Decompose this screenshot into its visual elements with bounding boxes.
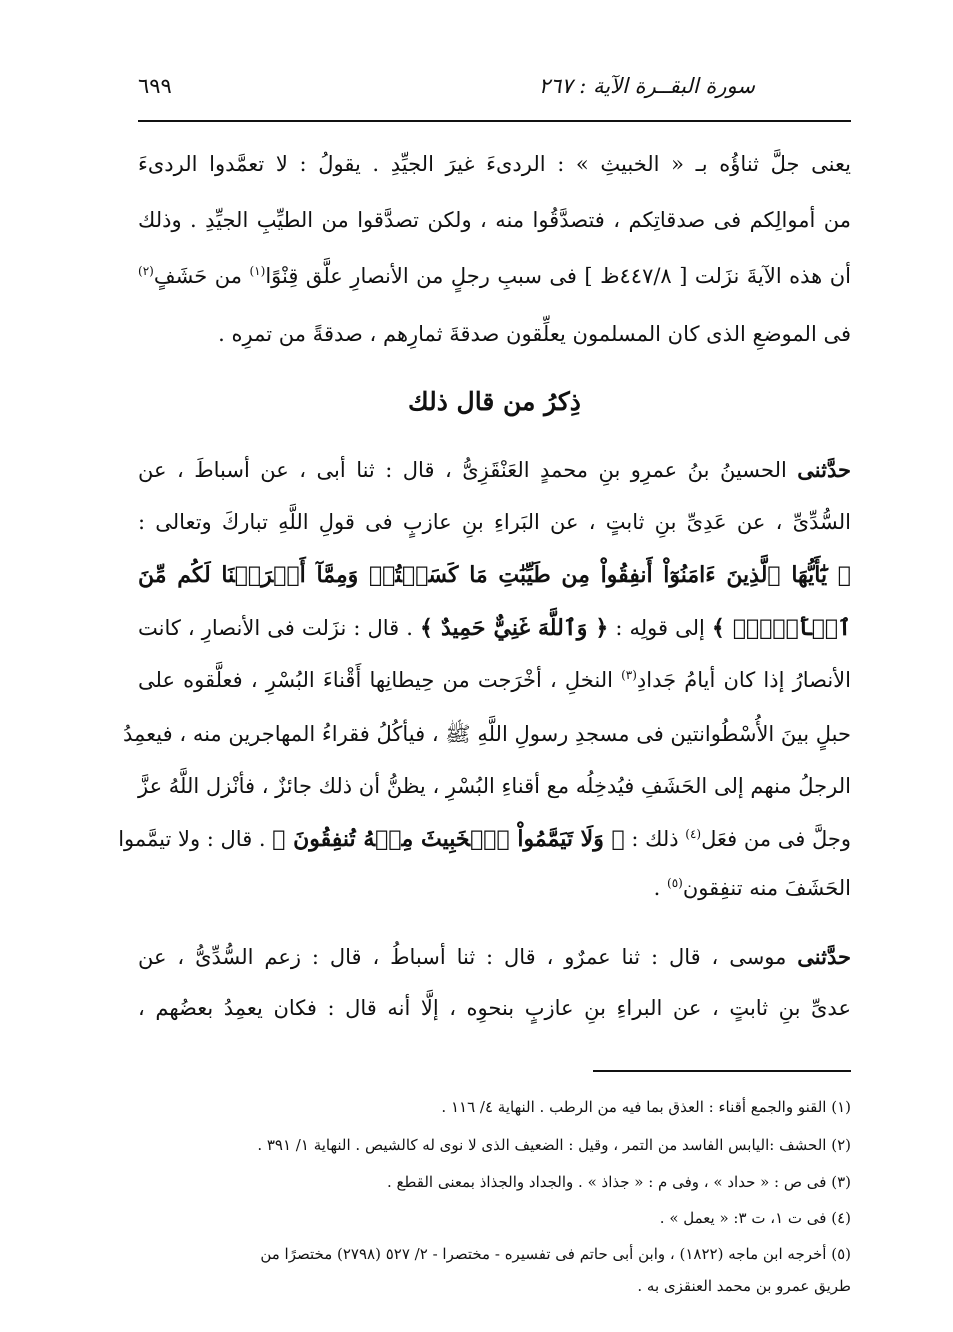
paragraph2-line-9-a: الحَشَفَ منه تنفِقون — [682, 876, 851, 900]
quran-verse-line-1: ﴿ يَٰٓأَيُّهَا ٱلَّذِينَ ءَامَنُوٓاْ أَنفِقُواْ مِن طَيِّبَٰتِ مَا كَسَبۡتُمۡ وَمِمَّآ أَخۡرَجۡنَا لَكُم مِّنَ — [138, 562, 851, 588]
footnote-2: (٢) الحشف :اليابس الفاسد من التمر ، وقيل : الضعيف الذى لا نوى له كالشيص . النهاية ١/ ٣٩١ . — [257, 1136, 851, 1154]
footnote-3: (٣) فى ص : « حداد » ، وفى م : « جذاذ » . والجداد والجذاذ بمعنى القطع . — [386, 1173, 851, 1191]
footnote-ref-4: (٤) — [685, 827, 702, 841]
paragraph2-line-8-b: ذلك : — [624, 827, 686, 851]
footnote-5-continued: طريق عمرو بن محمد العنقزى به . — [637, 1277, 851, 1295]
paragraph1-line-3-text: أن هذه الآيةَ نزَلت [ ٤٤٧/٨ظ ] فى سببِ رجلٍ من الأنصارِ علَّق قِنْوًا — [265, 264, 851, 288]
footnote-4: (٤) فى ت ١، ت ٣: « يعمل » . — [659, 1209, 851, 1227]
footnote-ref-2: (٢) — [138, 264, 154, 278]
quran-verse-line-2: ٱلۡأَرۡضِۖ ﴾ — [711, 615, 852, 641]
footnote-ref-1: (١) — [249, 264, 266, 278]
paragraph1-line-1: يعنى جلَّ ثناؤُه بـ « الخبيثِ » : الردىءَ غيرَ الجيِّدِ . يقولُ : لا تعمَّدوا الردىءَ — [138, 152, 851, 176]
paragraph2-line-8-a: وجلَّ فى من فعَل — [701, 827, 851, 851]
header-rule — [138, 120, 851, 122]
section-heading: ذِكرُ من قال ذلك — [408, 387, 581, 416]
paragraph3-line-2: عدىِّ بنِ ثابتٍ ، عن البراءِ بنِ عازبٍ بنحوِه ، إلَّا أنه قال : فكان يعمِدُ بعضُهم ، — [138, 996, 851, 1020]
paragraph2-line-5-b: النخلِ ، أخْرَجت من حِيطانِها أَقْناءَ البُسْرِ ، فعلَّقوه على — [138, 668, 622, 692]
paragraph2-line-4-end: . قال : نزَلت فى الأنصارِ ، كانت — [138, 616, 420, 640]
haddathani-label-2: حدَّثنى — [797, 944, 851, 969]
footnote-5: (٥) أخرجه ابن ماجه (١٨٢٢) ، وابن أبى حاتم فى تفسيره - مختصرا - ٢/ ٥٢٧ (٢٧٩٨) مختصرًا من — [260, 1245, 851, 1263]
paragraph2-line-5 — [138, 668, 851, 692]
paragraph2-line-8-end: . قال : ولا تيمَّموا — [118, 827, 273, 851]
paragraph2-line-6: حبلٍ بينَ الأُسْطُوانتين فى مسجدِ رسولِ اللَّهِ ﷺ ، فيأكُلُ فقراءُ المهاجرين منه ، فيعمِدُ — [123, 722, 851, 746]
paragraph2-line-9-b: . — [653, 876, 668, 900]
paragraph2-line-1 — [138, 457, 851, 482]
header-title: سورة البقــرة الآية : ٢٦٧ — [538, 74, 755, 98]
paragraph2-line-8 — [118, 826, 851, 852]
quran-verse-end: ﴿ وَٱللَّهَ غَنِيٌّ حَمِيدٌ ﴾ — [420, 615, 609, 641]
footnote-ref-5: (٥) — [667, 876, 683, 890]
paragraph2-line-2: السُّدِّىِّ ، عن عَدِىِّ بنِ ثابتٍ ، عن البَراءِ بنِ عازبٍ فى قولِ اللَّهِ تباركَ وتعالى : — [138, 510, 851, 534]
paragraph1-line-3-end: من حَشَفٍ — [153, 264, 242, 288]
paragraph3-line-1-text: موسى ، قال : ثنا عمرٌو ، قال : ثنا أسباطُ ، قال : زعم السُّدِّىُّ ، عن — [138, 945, 787, 969]
page-number: ٦٩٩ — [138, 74, 172, 98]
quran-verse-2: ﴿ وَلَا تَيَمَّمُواْ ٱلۡخَبِيثَ مِنۡهُ تُنفِقُونَ ﴾ — [272, 826, 625, 852]
haddathani-label: حدَّثنى — [797, 457, 851, 482]
paragraph1-line-2: من أموالِكم فى صدقاتِكم ، فتصدَّقُوا منه ، ولكن تصدَّقوا من الطيِّبِ الجيِّدِ . وذلك — [138, 208, 851, 232]
paragraph2-line-1-text: الحسينُ بنُ عمرِو بنِ محمدٍ العَنْقَزِىُّ ، قال : ثنا أبى ، عن أسباطَ ، عن — [138, 458, 787, 482]
paragraph1-line-4: فى الموضعِ الذى كان المسلمون يعلِّقون صدقةَ ثمارِهم ، صدقةً من تمرِه . — [218, 322, 851, 346]
footnote-ref-3: (٣) — [621, 668, 637, 682]
paragraph1-line-3 — [138, 264, 851, 288]
footnote-rule — [593, 1070, 851, 1072]
running-header — [138, 70, 850, 106]
paragraph2-line-4 — [138, 615, 851, 641]
paragraph3-line-1 — [138, 944, 851, 969]
footnote-1: (١) القنو والجمع أقناء : العذق بما فيه من الرطب . النهاية ٤/ ١١٦ . — [441, 1098, 851, 1116]
paragraph2-line-7: الرجلُ منهم إلى الحَشَفِ فيُدخِلُه مع أقناءِ البُسْرِ ، يظنُّ أن ذلك جائزٌ ، فأنْزل اللَّهُ عزَّ — [138, 774, 851, 798]
paragraph2-line-9 — [138, 876, 851, 900]
paragraph2-line-5-a: الأنصارُ إذا كان أيامُ جَدادِ — [636, 668, 851, 692]
paragraph2-line-4-mid: إلى قولِه : — [608, 616, 712, 640]
